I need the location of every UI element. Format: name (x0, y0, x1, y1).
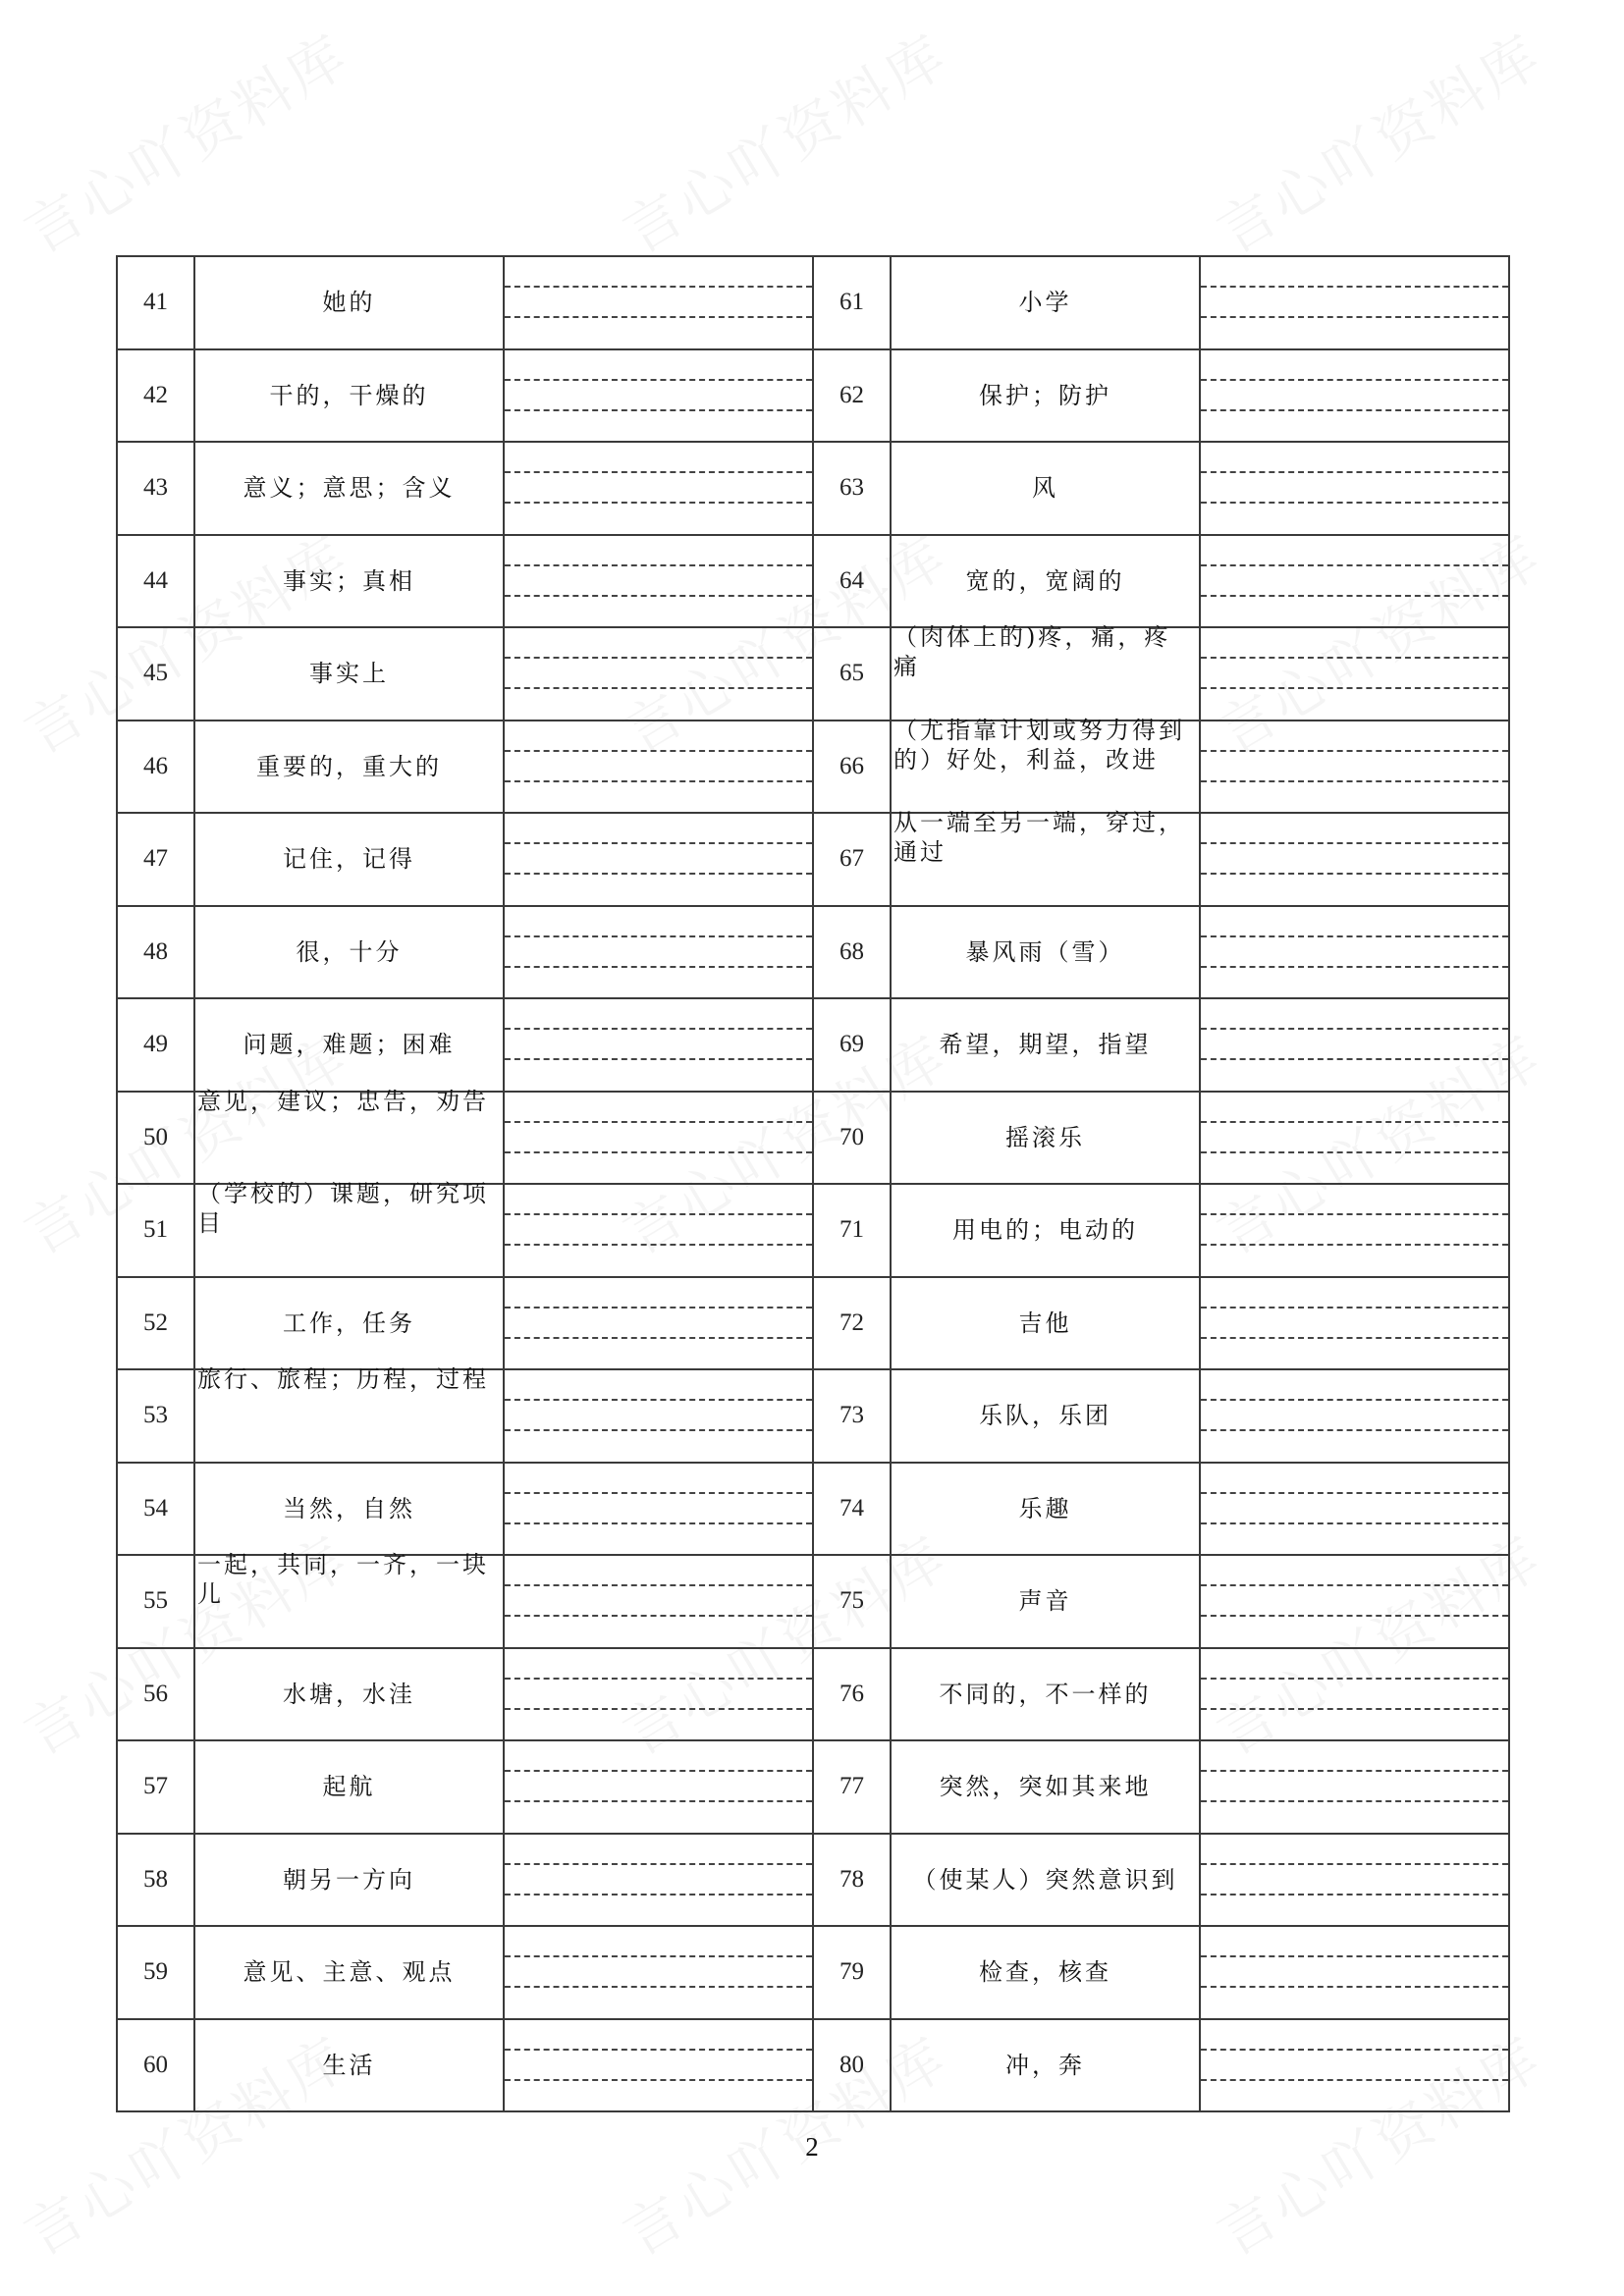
dashed-writing-line (505, 1955, 812, 1957)
dashed-writing-line (1201, 780, 1508, 782)
answer-blank[interactable] (1200, 1369, 1509, 1463)
chinese-meaning (194, 1180, 504, 1277)
dashed-writing-line (1201, 966, 1508, 968)
chinese-meaning-text: （学校的）课题，研究项目 (197, 1180, 489, 1237)
chinese-meaning (194, 721, 504, 814)
dashed-writing-line (505, 595, 812, 597)
answer-blank[interactable] (504, 1463, 813, 1556)
chinese-meaning-text: 用电的；电动的 (952, 1216, 1138, 1245)
chinese-meaning-text: 记住，记得 (283, 845, 415, 874)
dashed-writing-line (1201, 1121, 1508, 1123)
chinese-meaning (194, 349, 504, 443)
chinese-meaning (194, 1740, 504, 1834)
chinese-meaning-text: 不同的，不一样的 (939, 1680, 1152, 1708)
chinese-meaning-text: 声音 (1018, 1587, 1072, 1616)
vocabulary-table (116, 255, 1510, 2112)
dashed-writing-line (505, 502, 812, 504)
dashed-writing-line (505, 1708, 812, 1710)
chinese-meaning-text: 事实上 (309, 660, 389, 688)
dashed-writing-line (1201, 1307, 1508, 1308)
item-number: 61 (813, 256, 891, 349)
dashed-writing-line (505, 1121, 812, 1123)
item-number: 48 (117, 906, 194, 999)
chinese-meaning (891, 2019, 1200, 2112)
dashed-writing-line (1201, 1151, 1508, 1153)
dashed-writing-line (1201, 657, 1508, 659)
chinese-meaning (891, 1184, 1200, 1277)
dashed-writing-line (505, 1429, 812, 1431)
dashed-writing-line (1201, 750, 1508, 752)
dashed-writing-line (505, 1213, 812, 1215)
chinese-meaning (194, 906, 504, 999)
chinese-meaning-text: 她的 (322, 289, 376, 317)
item-number: 41 (117, 256, 194, 349)
item-number: 64 (813, 535, 891, 628)
item-number: 66 (813, 721, 891, 814)
dashed-writing-line (1201, 687, 1508, 689)
item-number: 50 (117, 1092, 194, 1185)
dashed-writing-line (505, 1615, 812, 1617)
item-number: 79 (813, 1926, 891, 2019)
answer-blank[interactable] (504, 627, 813, 721)
chinese-meaning-text: 当然，自然 (283, 1494, 415, 1522)
answer-blank[interactable] (504, 1834, 813, 1927)
dashed-writing-line (505, 471, 812, 473)
chinese-meaning-text: 水塘，水洼 (283, 1680, 415, 1708)
answer-blank[interactable] (1200, 256, 1509, 349)
item-number: 59 (117, 1926, 194, 2019)
answer-blank[interactable] (1200, 906, 1509, 999)
chinese-meaning (194, 813, 504, 906)
dashed-writing-line (505, 1522, 812, 1524)
item-number: 63 (813, 442, 891, 535)
dashed-writing-line (1201, 1894, 1508, 1896)
chinese-meaning (194, 535, 504, 628)
watermark-text (7, 10, 362, 269)
answer-blank[interactable] (504, 1277, 813, 1370)
chinese-meaning-text: 吉他 (1018, 1308, 1072, 1337)
item-number: 43 (117, 442, 194, 535)
dashed-writing-line (1201, 409, 1508, 411)
item-number: 60 (117, 2019, 194, 2112)
chinese-meaning-text: 旅行、旅程；历程，过程 (197, 1365, 489, 1393)
chinese-meaning-text: 干的，干燥的 (269, 381, 429, 409)
answer-blank[interactable] (1200, 1555, 1509, 1648)
table-row (117, 1184, 1509, 1277)
dashed-writing-line (505, 687, 812, 689)
chinese-meaning-text: 意义；意思；含义 (243, 474, 456, 503)
chinese-meaning (194, 1551, 504, 1648)
answer-blank[interactable] (1200, 721, 1509, 814)
chinese-meaning-text: 乐趣 (1018, 1494, 1072, 1522)
dashed-writing-line (1201, 873, 1508, 875)
answer-blank[interactable] (504, 1926, 813, 2019)
table-row (117, 1926, 1509, 2019)
chinese-meaning (891, 256, 1200, 349)
dashed-writing-line (505, 379, 812, 381)
item-number: 68 (813, 906, 891, 999)
dashed-writing-line (505, 1151, 812, 1153)
dashed-writing-line (505, 316, 812, 318)
dashed-writing-line (1201, 1708, 1508, 1710)
chinese-meaning-text: （使某人）突然意识到 (912, 1865, 1178, 1894)
item-number: 77 (813, 1740, 891, 1834)
answer-blank[interactable] (1200, 1184, 1509, 1277)
answer-blank[interactable] (504, 256, 813, 349)
chinese-meaning-text: 小学 (1018, 289, 1072, 317)
dashed-writing-line (505, 657, 812, 659)
answer-blank[interactable] (504, 998, 813, 1092)
table-row (117, 1648, 1509, 1741)
dashed-writing-line (505, 1307, 812, 1308)
chinese-meaning-text: 生活 (322, 2051, 376, 2079)
chinese-meaning (891, 1740, 1200, 1834)
chinese-meaning-text: 事实；真相 (283, 566, 415, 595)
item-number: 78 (813, 1834, 891, 1927)
chinese-meaning (194, 442, 504, 535)
dashed-writing-line (1201, 316, 1508, 318)
chinese-meaning-text: 风 (1032, 474, 1058, 503)
answer-blank[interactable] (504, 813, 813, 906)
dashed-writing-line (505, 842, 812, 844)
answer-blank[interactable] (1200, 1648, 1509, 1741)
item-number: 72 (813, 1277, 891, 1370)
table-row (117, 349, 1509, 443)
chinese-meaning (194, 2019, 504, 2112)
chinese-meaning (891, 1834, 1200, 1927)
item-number: 47 (117, 813, 194, 906)
chinese-meaning (194, 1277, 504, 1370)
dashed-writing-line (505, 409, 812, 411)
chinese-meaning-text: 宽的，宽阔的 (965, 566, 1125, 595)
item-number: 49 (117, 998, 194, 1092)
item-number: 42 (117, 349, 194, 443)
chinese-meaning-text: （肉体上的)疼，痛，疼痛 (893, 623, 1171, 680)
item-number: 44 (117, 535, 194, 628)
dashed-writing-line (505, 2049, 812, 2051)
dashed-writing-line (505, 1678, 812, 1680)
dashed-writing-line (1201, 286, 1508, 288)
chinese-meaning (194, 1463, 504, 1556)
chinese-meaning (891, 1092, 1200, 1185)
answer-blank[interactable] (504, 1740, 813, 1834)
chinese-meaning (194, 1926, 504, 2019)
watermark-text (606, 10, 961, 269)
chinese-meaning (891, 1369, 1200, 1463)
chinese-meaning-text: 朝另一方向 (283, 1865, 415, 1894)
table-row (117, 2019, 1509, 2112)
chinese-meaning (891, 1648, 1200, 1741)
answer-blank[interactable] (1200, 1463, 1509, 1556)
table-row (117, 256, 1509, 349)
item-number: 70 (813, 1092, 891, 1185)
dashed-writing-line (1201, 1492, 1508, 1494)
chinese-meaning (891, 1926, 1200, 2019)
answer-blank[interactable] (1200, 813, 1509, 906)
answer-blank[interactable] (1200, 1740, 1509, 1834)
chinese-meaning (891, 906, 1200, 999)
answer-blank[interactable] (1200, 1926, 1509, 2019)
dashed-writing-line (1201, 1399, 1508, 1401)
answer-blank[interactable] (504, 442, 813, 535)
dashed-writing-line (1201, 564, 1508, 566)
answer-blank[interactable] (504, 906, 813, 999)
chinese-meaning (891, 998, 1200, 1092)
chinese-meaning (891, 442, 1200, 535)
chinese-meaning-text: 问题，难题；困难 (243, 1031, 456, 1059)
item-number: 57 (117, 1740, 194, 1834)
dashed-writing-line (1201, 1800, 1508, 1802)
answer-blank[interactable] (1200, 442, 1509, 535)
item-number: 67 (813, 813, 891, 906)
chinese-meaning-text: 冲，奔 (1005, 2051, 1085, 2079)
item-number: 56 (117, 1648, 194, 1741)
chinese-meaning (194, 1648, 504, 1741)
table-row (117, 535, 1509, 628)
table-row (117, 1369, 1509, 1463)
dashed-writing-line (505, 1028, 812, 1030)
chinese-meaning-text: 暴风雨（雪） (965, 937, 1125, 966)
item-number: 65 (813, 627, 891, 721)
answer-blank[interactable] (1200, 627, 1509, 721)
answer-blank[interactable] (504, 1184, 813, 1277)
item-number: 71 (813, 1184, 891, 1277)
dashed-writing-line (1201, 1863, 1508, 1865)
watermark-text (1200, 10, 1555, 269)
dashed-writing-line (505, 1800, 812, 1802)
item-number: 54 (117, 1463, 194, 1556)
dashed-writing-line (505, 1584, 812, 1586)
dashed-writing-line (1201, 2079, 1508, 2081)
chinese-meaning-text: （尤指靠计划或努力得到的）好处，利益，改进 (893, 716, 1185, 774)
table-row (117, 721, 1509, 814)
table-row (117, 1555, 1509, 1648)
dashed-writing-line (505, 1863, 812, 1865)
item-number: 62 (813, 349, 891, 443)
chinese-meaning-text: 乐队，乐团 (979, 1402, 1111, 1430)
dashed-writing-line (1201, 1028, 1508, 1030)
item-number: 58 (117, 1834, 194, 1927)
chinese-meaning (891, 623, 1200, 721)
dashed-writing-line (1201, 1955, 1508, 1957)
dashed-writing-line (1201, 1429, 1508, 1431)
table-row (117, 1277, 1509, 1370)
item-number: 55 (117, 1555, 194, 1648)
dashed-writing-line (505, 1492, 812, 1494)
dashed-writing-line (505, 2079, 812, 2081)
item-number: 69 (813, 998, 891, 1092)
dashed-writing-line (1201, 1337, 1508, 1339)
dashed-writing-line (1201, 2049, 1508, 2051)
chinese-meaning-text: 意见、主意、观点 (243, 1958, 456, 1987)
dashed-writing-line (505, 564, 812, 566)
chinese-meaning (194, 1834, 504, 1927)
dashed-writing-line (1201, 1615, 1508, 1617)
chinese-meaning-text: 重要的，重大的 (256, 752, 442, 780)
item-number: 76 (813, 1648, 891, 1741)
dashed-writing-line (505, 1894, 812, 1896)
dashed-writing-line (1201, 1522, 1508, 1524)
answer-blank[interactable] (1200, 998, 1509, 1092)
answer-blank[interactable] (1200, 2019, 1509, 2112)
item-number: 51 (117, 1184, 194, 1277)
answer-blank[interactable] (504, 1092, 813, 1185)
chinese-meaning-text: 很，十分 (296, 937, 403, 966)
table-row (117, 1463, 1509, 1556)
chinese-meaning (891, 535, 1200, 628)
chinese-meaning-text: 保护；防护 (979, 381, 1111, 409)
item-number: 74 (813, 1463, 891, 1556)
chinese-meaning (194, 1365, 504, 1463)
table-row (117, 1834, 1509, 1927)
chinese-meaning-text: 希望，期望，指望 (939, 1031, 1152, 1059)
table-row (117, 1740, 1509, 1834)
dashed-writing-line (1201, 1678, 1508, 1680)
item-number: 46 (117, 721, 194, 814)
chinese-meaning-text: 从一端至另一端，穿过，通过 (893, 809, 1185, 866)
chinese-meaning (194, 1087, 504, 1185)
answer-blank[interactable] (504, 721, 813, 814)
chinese-meaning-text: 意见，建议；忠告，劝告 (197, 1087, 489, 1115)
chinese-meaning (891, 716, 1200, 814)
dashed-writing-line (505, 966, 812, 968)
dashed-writing-line (1201, 502, 1508, 504)
chinese-meaning-text: 一起，共同，一齐，一块儿 (197, 1551, 489, 1608)
table-row (117, 998, 1509, 1092)
dashed-writing-line (505, 750, 812, 752)
answer-blank[interactable] (504, 1555, 813, 1648)
answer-blank[interactable] (1200, 349, 1509, 443)
answer-blank[interactable] (504, 1648, 813, 1741)
vocabulary-table-body (117, 256, 1509, 2111)
dashed-writing-line (505, 286, 812, 288)
chinese-meaning-text: 检查，核查 (979, 1958, 1111, 1987)
chinese-meaning (891, 1463, 1200, 1556)
chinese-meaning-text: 摇滚乐 (1005, 1123, 1085, 1151)
answer-blank[interactable] (504, 2019, 813, 2112)
chinese-meaning (194, 998, 504, 1092)
chinese-meaning (891, 809, 1200, 906)
dashed-writing-line (1201, 1584, 1508, 1586)
answer-blank[interactable] (1200, 1092, 1509, 1185)
answer-blank[interactable] (1200, 535, 1509, 628)
dashed-writing-line (1201, 1986, 1508, 1988)
dashed-writing-line (1201, 1058, 1508, 1060)
dashed-writing-line (1201, 1213, 1508, 1215)
answer-blank[interactable] (504, 349, 813, 443)
chinese-meaning (891, 1277, 1200, 1370)
dashed-writing-line (505, 1399, 812, 1401)
dashed-writing-line (1201, 1244, 1508, 1246)
chinese-meaning (891, 349, 1200, 443)
item-number: 45 (117, 627, 194, 721)
dashed-writing-line (505, 1337, 812, 1339)
dashed-writing-line (505, 780, 812, 782)
table-row (117, 813, 1509, 906)
answer-blank[interactable] (1200, 1834, 1509, 1927)
dashed-writing-line (1201, 379, 1508, 381)
item-number: 80 (813, 2019, 891, 2112)
dashed-writing-line (1201, 471, 1508, 473)
chinese-meaning-text: 工作，任务 (283, 1308, 415, 1337)
chinese-meaning (194, 627, 504, 721)
chinese-meaning-text: 起航 (322, 1773, 376, 1801)
page-number: 2 (805, 2132, 819, 2162)
item-number: 73 (813, 1369, 891, 1463)
item-number: 52 (117, 1277, 194, 1370)
dashed-writing-line (1201, 595, 1508, 597)
table-row (117, 442, 1509, 535)
dashed-writing-line (505, 1058, 812, 1060)
item-number: 53 (117, 1369, 194, 1463)
dashed-writing-line (505, 873, 812, 875)
table-row (117, 906, 1509, 999)
dashed-writing-line (505, 1986, 812, 1988)
dashed-writing-line (1201, 1770, 1508, 1772)
chinese-meaning-text: 突然，突如其来地 (939, 1773, 1152, 1801)
answer-blank[interactable] (504, 535, 813, 628)
item-number: 75 (813, 1555, 891, 1648)
dashed-writing-line (505, 1244, 812, 1246)
table-row (117, 1092, 1509, 1185)
dashed-writing-line (1201, 935, 1508, 937)
dashed-writing-line (1201, 842, 1508, 844)
table-row (117, 627, 1509, 721)
chinese-meaning (194, 256, 504, 349)
answer-blank[interactable] (504, 1369, 813, 1463)
chinese-meaning (891, 1555, 1200, 1648)
answer-blank[interactable] (1200, 1277, 1509, 1370)
dashed-writing-line (505, 935, 812, 937)
dashed-writing-line (505, 1770, 812, 1772)
